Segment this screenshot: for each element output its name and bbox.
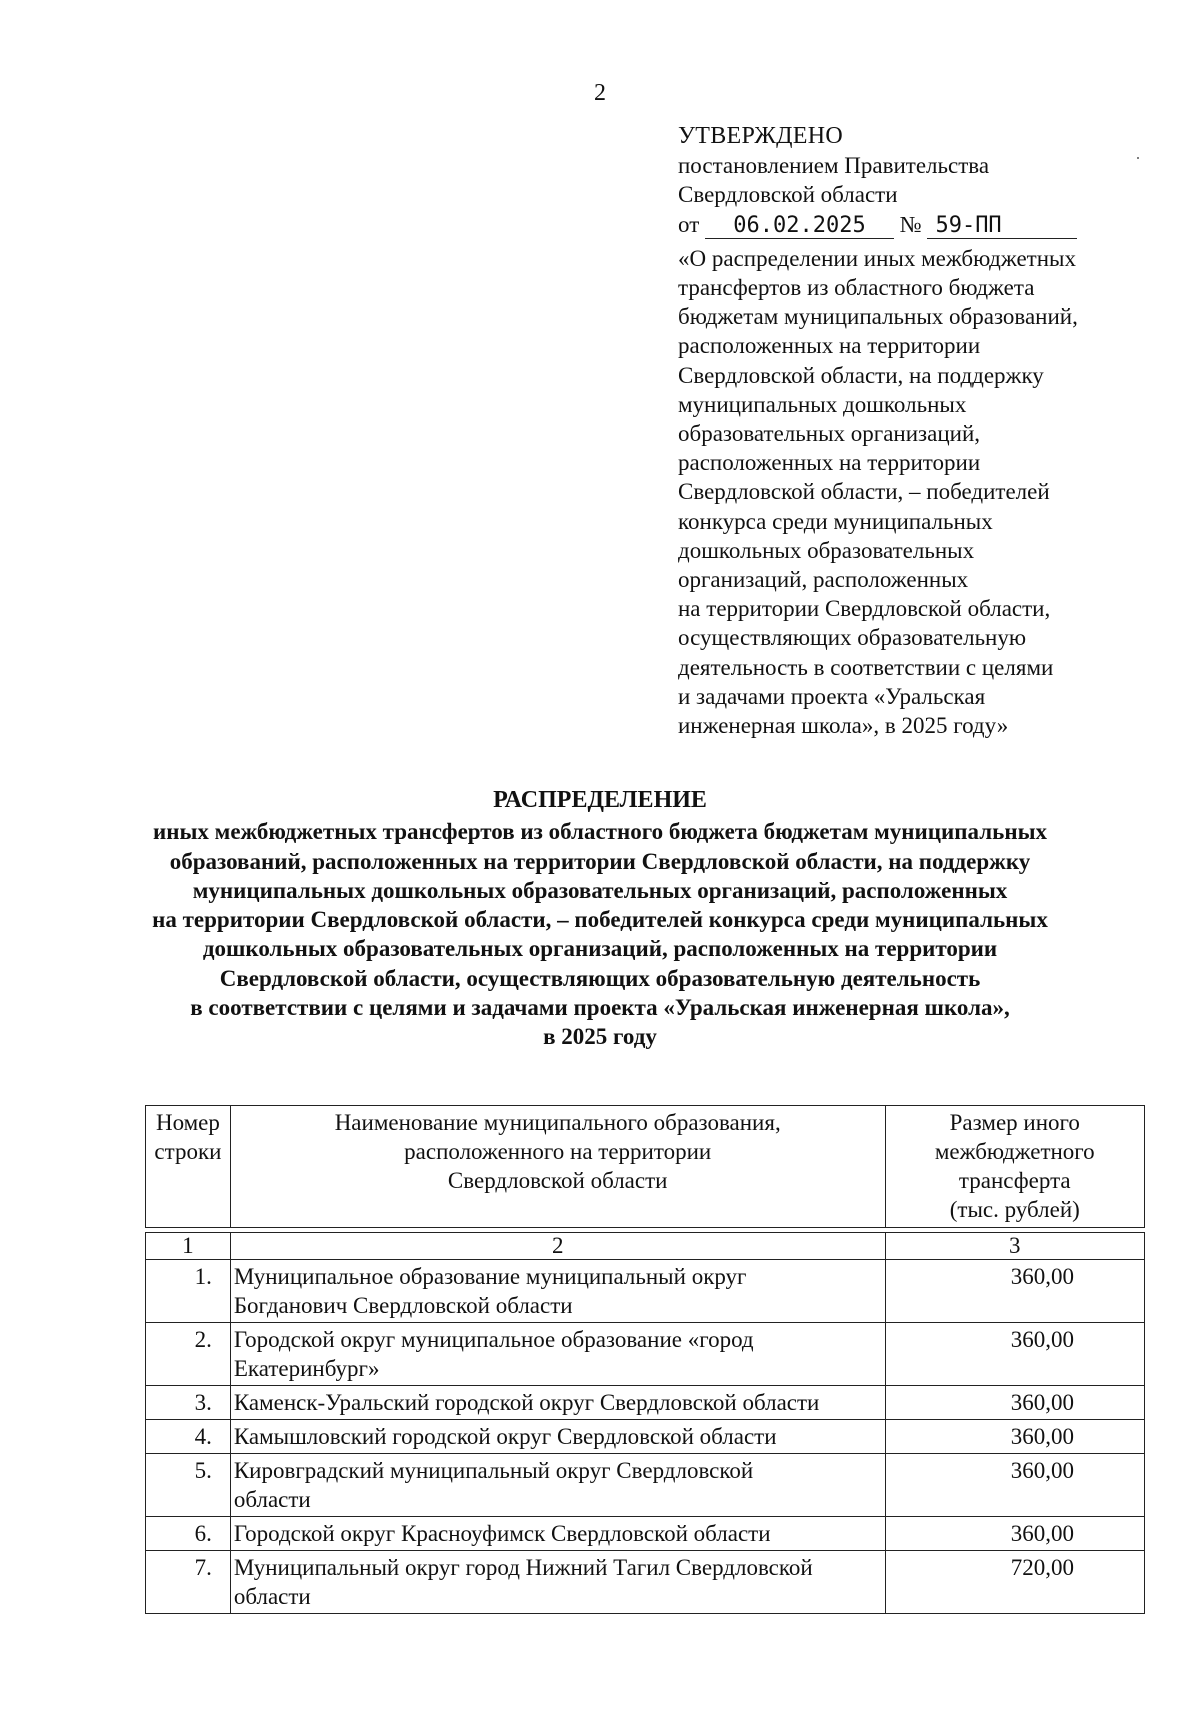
column-number: 3: [885, 1233, 1144, 1260]
municipality-name: [230, 1260, 885, 1323]
approval-date-line: [678, 210, 1148, 239]
document-title-line: в 2025 году: [543, 1024, 657, 1050]
header-row-number: [146, 1106, 231, 1228]
document-title-main: РАСПРЕДЕЛЕНИЕ: [493, 787, 707, 813]
row-number: 4.: [146, 1420, 231, 1454]
header-text: (тыс. рублей): [949, 1197, 1080, 1222]
decree-title-line: расположенных на территории: [678, 450, 981, 476]
row-number: 3.: [146, 1386, 231, 1420]
municipality-name: [230, 1420, 885, 1454]
decree-title-line: бюджетам муниципальных образований,: [678, 304, 1078, 330]
name-line: области: [233, 1584, 311, 1609]
approval-block: [678, 122, 1148, 740]
transfer-amount: 360,00: [885, 1386, 1144, 1420]
decree-title-line: осуществляющих образовательную: [678, 625, 1027, 651]
name-line: Муниципальный округ город Нижний Тагил Свердловской: [233, 1555, 813, 1580]
row-number: 6.: [146, 1517, 231, 1551]
document-title-line: иных межбюджетных трансфертов из областного бюджета бюджетам муниципальных: [152, 819, 1048, 845]
number-prefix: №: [899, 211, 922, 237]
transfer-amount: 360,00: [885, 1454, 1144, 1517]
header-text: Свердловской области: [447, 1168, 668, 1193]
document-title: [0, 786, 1200, 1052]
name-line: Городской округ Красноуфимск Свердловской области: [233, 1521, 771, 1546]
header-text: Наименование муниципального образования,: [334, 1110, 781, 1135]
name-line: Екатеринбург»: [233, 1356, 380, 1381]
table-row: [146, 1420, 1145, 1454]
name-line: Камышловский городской округ Свердловской области: [233, 1424, 777, 1449]
decree-title-line: муниципальных дошкольных: [678, 391, 967, 417]
transfer-amount: 360,00: [885, 1323, 1144, 1386]
decree-title-line: деятельность в соответствии с целями: [678, 654, 1054, 680]
distribution-table: [145, 1105, 1145, 1614]
row-number: 2.: [146, 1323, 231, 1386]
document-title-line: в соответствии с целями и задачами проекта «Уральская инженерная школа»,: [190, 995, 1010, 1021]
table-row: [146, 1551, 1145, 1614]
name-line: Кировградский муниципальный округ Свердловской: [233, 1458, 754, 1483]
transfer-amount: 360,00: [885, 1420, 1144, 1454]
municipality-name: [230, 1386, 885, 1420]
decree-title-line: и задачами проекта «Уральская: [678, 683, 986, 709]
approval-line: постановлением Правительства: [678, 153, 990, 179]
table-row: [146, 1323, 1145, 1386]
decree-title-line: трансфертов из областного бюджета: [678, 275, 1035, 301]
date-prefix: от: [678, 211, 700, 237]
transfer-amount: 720,00: [885, 1551, 1144, 1614]
transfer-amount: 360,00: [885, 1517, 1144, 1551]
column-number: 2: [230, 1233, 885, 1260]
decree-title-line: организаций, расположенных: [678, 567, 969, 593]
table-row: [146, 1386, 1145, 1420]
table-row: [146, 1517, 1145, 1551]
decree-title-line: на территории Свердловской области,: [678, 596, 1051, 622]
decree-title-line: дошкольных образовательных: [678, 537, 975, 563]
name-line: Городской округ муниципальное образование «город: [233, 1327, 754, 1352]
row-number: 7.: [146, 1551, 231, 1614]
municipality-name: [230, 1517, 885, 1551]
header-text: межбюджетного: [934, 1139, 1095, 1164]
municipality-name: [230, 1323, 885, 1386]
header-text: Размер иного: [949, 1110, 1080, 1135]
municipality-name: [230, 1551, 885, 1614]
header-text: трансферта: [958, 1168, 1071, 1193]
name-line: области: [233, 1487, 311, 1512]
header-text: расположенного на территории: [404, 1139, 712, 1164]
decree-title-line: Свердловской области, на поддержку: [678, 362, 1044, 388]
decree-title-line: расположенных на территории: [678, 333, 981, 359]
table-row: [146, 1260, 1145, 1323]
name-line: Богданович Свердловской области: [233, 1293, 573, 1318]
header-text: Номер: [155, 1110, 220, 1135]
row-number: 5.: [146, 1454, 231, 1517]
document-title-line: дошкольных образовательных организаций, расположенных на территории: [202, 936, 998, 962]
document-title-line: образований, расположенных на территории Свердловской области, на поддержку: [169, 848, 1031, 874]
header-amount: [885, 1106, 1144, 1228]
name-line: Каменск-Уральский городской округ Свердловской области: [233, 1390, 820, 1415]
document-title-line: Свердловской области, осуществляющих образовательную деятельность: [219, 965, 981, 991]
decree-title-line: инженерная школа», в 2025 году»: [678, 713, 1009, 739]
table-header-row: [146, 1106, 1145, 1228]
approval-heading: УТВЕРЖДЕНО: [678, 123, 844, 149]
row-number: 1.: [146, 1260, 231, 1323]
decree-title-line: Свердловской области, – победителей: [678, 479, 1050, 505]
header-text: строки: [154, 1139, 222, 1164]
decree-title-line: конкурса среди муниципальных: [678, 508, 993, 534]
approval-line: Свердловской области: [678, 182, 898, 208]
decree-number: 59-ПП: [927, 214, 1077, 239]
decree-title-line: образовательных организаций,: [678, 421, 980, 447]
document-title-line: муниципальных дошкольных образовательных организаций, расположенных: [192, 877, 1008, 903]
decree-title-line: «О распределении иных межбюджетных: [678, 245, 1076, 271]
table-row: [146, 1454, 1145, 1517]
municipality-name: [230, 1454, 885, 1517]
transfer-amount: 360,00: [885, 1260, 1144, 1323]
column-number: 1: [146, 1233, 231, 1260]
decree-title: [678, 244, 1148, 740]
document-title-line: на территории Свердловской области, – победителей конкурса среди муниципальных: [152, 907, 1048, 933]
decree-date: 06.02.2025: [705, 214, 894, 239]
header-municipality: [230, 1106, 885, 1228]
name-line: Муниципальное образование муниципальный округ: [233, 1264, 747, 1289]
page-number: 2: [594, 80, 606, 106]
column-number-row: [146, 1233, 1145, 1260]
